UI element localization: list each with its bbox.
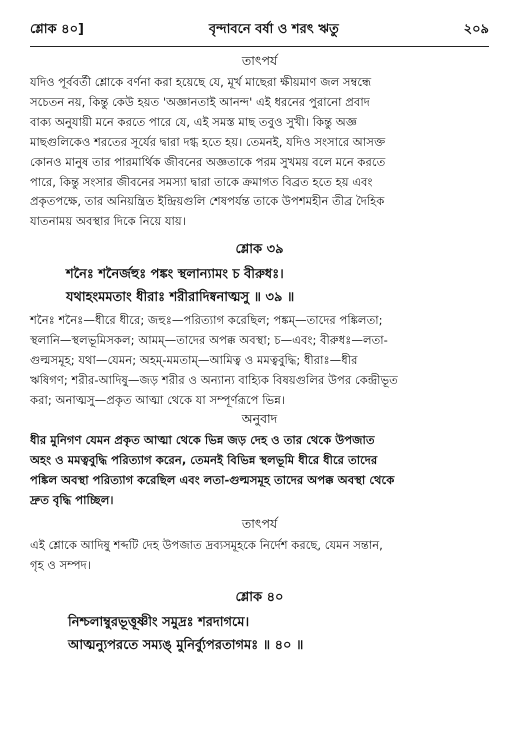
synonyms-line: করা; অনাত্মসু—প্রকৃত আত্মা থেকে যা সম্পূর্ণরূপে ভিন্ন।: [30, 392, 285, 407]
synonyms-paragraph: [30, 311, 489, 411]
synonyms-line: স্থলানি—স্থলভূমিসকল; আমম্—তাদের অপক্ক অবস্থা; চ—এবং; বীরুধঃ—লতা-: [30, 333, 388, 348]
translation-heading: অনুবাদ: [241, 410, 278, 426]
translation-line: দ্রুত বৃদ্ধি পাচ্ছিল।: [30, 492, 114, 507]
synonyms-line: গুল্মসমূহ; যথা—যেমন; অহম্-মমতাম্—আমিত্ব ও মমত্ববুদ্ধি; ধীরাঃ—ধীর: [30, 353, 358, 368]
page-header: [30, 20, 489, 47]
synonyms-line: শনৈঃ শনৈঃ—ধীরে ধীরে; জহুঃ—পরিত্যাগ করেছিল; পঙ্কম্—তাদের পঙ্কিলতা;: [30, 313, 383, 328]
translation-line: ধীর মুনিগণ যেমন প্রকৃত আত্মা থেকে ভিন্ন জড় দেহ ও তার থেকে উপজাত: [30, 432, 375, 447]
verse-line: যথাহংমমতাং ধীরাঃ শরীরাদিষ্বনাত্মসু ॥ ৩৯ ॥: [66, 290, 295, 306]
purport-line: কোনও মানুষ তার পারমার্থিক জীবনের অজ্ঞতাকে পরম সুখময় বলে মনে করতে: [30, 154, 386, 169]
verse-line: নিশ্চলাম্বুরভূত্তূষ্ণীং সমুদ্রঃ শরদাগমে।: [68, 615, 250, 631]
purport-line: বাক্য অনুযায়ী মনে করতে পারে যে, এই সমস্ত মাছ তবুও সুখী। কিন্তু অজ্ঞ: [30, 114, 357, 129]
purport-line: যদিও পূর্ববর্তী শ্লোকে বর্ণনা করা হয়েছে যে, মূর্খ মাছেরা ক্ষীয়মাণ জল সম্বন্ধে: [30, 75, 372, 89]
verse-line: আত্মন্যুপরতে সম্যঙ্ মুনির্ব্যুপরতাগমঃ ॥ ৪০ ॥: [68, 638, 304, 654]
purport-line: প্রকৃতপক্ষে, তার অনিয়ন্ত্রিত ইন্দ্রিয়গুলি শেষপর্যন্ত তাকে উপশমহীন তীব্র দৈহিক: [30, 194, 385, 209]
purport-line: যাতনাময় অবস্থার দিকে নিয়ে যায়।: [30, 214, 186, 229]
page-number: ২০৯: [463, 22, 489, 37]
book-page: [0, 20, 511, 749]
purport-line: মাছগুলিকেও শরতের সূর্যের দ্বারা দগ্ধ হতে হয়। তেমনই, যদিও সংসারে আসক্ত: [30, 134, 386, 149]
chapter-title: বৃন্দাবনে বর্ষা ও শরৎ ঋতু: [208, 22, 339, 37]
purport-heading: তাৎপর্য: [241, 516, 278, 532]
purport-line: এই শ্লোকে আদিষু শব্দটি দেহ উপজাত দ্রব্যসমূহকে নির্দেশ করছে, যেমন সন্তান,: [30, 538, 383, 553]
purport-paragraph: [30, 536, 489, 576]
purport-line: গৃহ ও সম্পদ।: [30, 558, 91, 573]
purport-heading: তাৎপর্য: [241, 53, 278, 68]
verse-line: শনৈঃ শনৈর্জহুঃ পঙ্কং স্থলান্যামং চ বীরুধঃ।: [66, 267, 284, 283]
purport-paragraph: [30, 73, 489, 232]
synonyms-line: ঋষিগণ; শরীর-আদিষু—জড় শরীর ও অন্যান্য বাহ্যিক বিষয়গুলির উপর কেন্দ্রীভূত: [30, 372, 398, 387]
purport-line: সচেতন নয়, কিন্তু কেউ হয়ত 'অজ্ঞানতাই আনন্দ' এই ধরনের পুরানো প্রবাদ: [30, 94, 370, 109]
translation-paragraph: [30, 431, 489, 511]
header-verse-ref: শ্লোক ৪০]: [30, 22, 84, 37]
verse-number: শ্লোক ৪০: [235, 590, 284, 606]
translation-line: পঙ্কিল অবস্থা পরিত্যাগ করেছিল এবং লতা-গুল্মসমূহ তাদের অপক্ক অবস্থা থেকে: [30, 472, 395, 487]
translation-line: অহং ও মমত্ববুদ্ধি পরিত্যাগ করেন, তেমনই বিভিন্ন স্থলভূমি ধীরে ধীরে তাদের: [30, 452, 378, 467]
purport-line: পারে, কিন্তু সংসার জীবনের সমস্যা দ্বারা তাকে ক্রমাগত বিব্রত হতে হয় এবং: [30, 174, 373, 189]
verse-number: শ্লোক ৩৯: [235, 242, 284, 258]
